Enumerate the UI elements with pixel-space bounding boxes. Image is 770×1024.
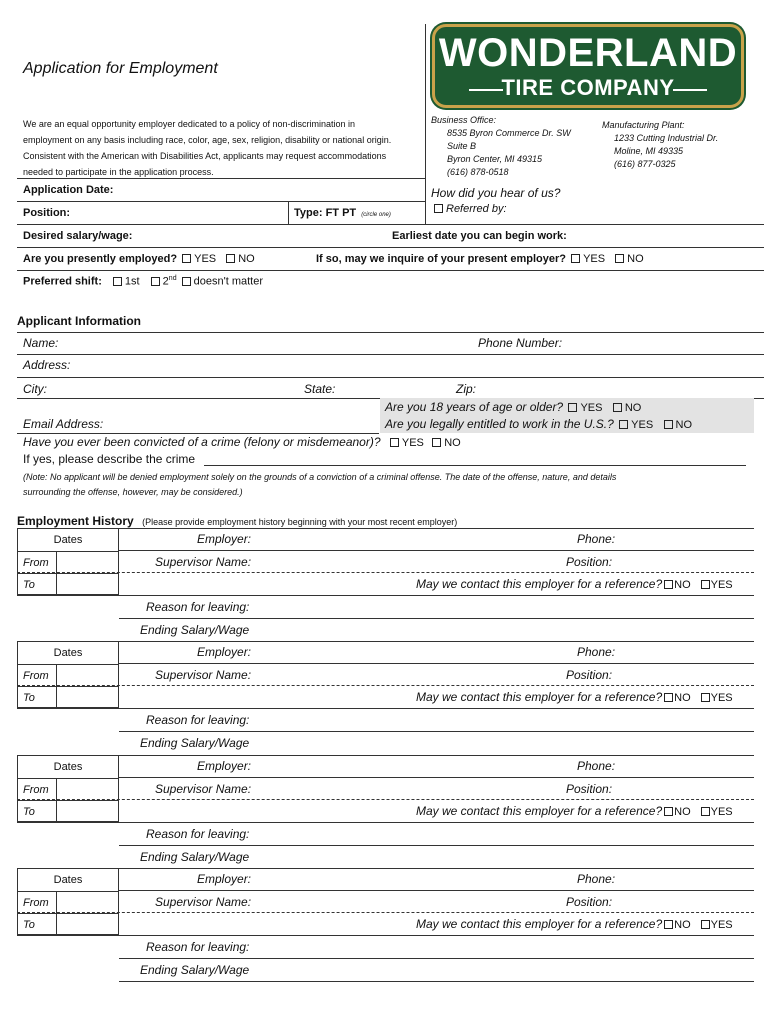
- supervisor-field[interactable]: Supervisor Name:: [155, 895, 252, 909]
- crime-description-line[interactable]: [204, 465, 746, 466]
- dates-box: [17, 868, 119, 935]
- dates-box: [17, 755, 119, 822]
- employer-field[interactable]: Employer:: [197, 759, 252, 773]
- age-question: Are you 18 years of age or older? YES NO: [385, 400, 642, 414]
- referred-by-option[interactable]: Referred by:: [432, 203, 507, 215]
- dates-header: Dates: [53, 761, 83, 773]
- state-field[interactable]: State:: [304, 382, 336, 396]
- reason-leaving-field[interactable]: Reason for leaving:: [146, 940, 250, 954]
- to-label: To: [23, 692, 35, 704]
- contact-yes-checkbox[interactable]: [701, 693, 710, 702]
- eeo-statement: We are an equal opportunity employer dedicated to a policy of non-discrimination in employment on any basis including race, color, age, sex, religion, disability or national origin. Consistent with the American with Disabilities Act, applicants may request accommodations needed to participate in the application process.: [23, 119, 392, 177]
- desired-salary-field[interactable]: Desired salary/wage:: [23, 230, 133, 242]
- to-label: To: [23, 919, 35, 931]
- employment-type[interactable]: Type: FT PT (circle one): [294, 207, 391, 219]
- from-label: From: [23, 670, 49, 682]
- from-label: From: [23, 557, 49, 569]
- preferred-shift-question: Preferred shift: 1st 2nd doesn't matter: [23, 275, 264, 288]
- contact-reference-question: May we contact this employer for a reference? NO YES: [416, 690, 733, 704]
- shift-1st-checkbox[interactable]: [113, 277, 122, 286]
- position-held-field[interactable]: Position:: [566, 555, 613, 569]
- employer-field[interactable]: Employer:: [197, 872, 252, 886]
- reason-leaving-field[interactable]: Reason for leaving:: [146, 713, 250, 727]
- contact-reference-question: May we contact this employer for a reference? NO YES: [416, 804, 733, 818]
- legal-no-checkbox[interactable]: [664, 420, 673, 429]
- crime-yes-checkbox[interactable]: [390, 438, 399, 447]
- crime-question: Have you ever been convicted of a crime (felony or misdemeanor)? YES NO: [23, 435, 461, 449]
- crime-description-label: If yes, please describe the crime: [23, 452, 196, 466]
- ending-salary-field[interactable]: Ending Salary/Wage: [140, 623, 250, 637]
- business-office-address: Business Office: 8535 Byron Commerce Dr. SW Suite B Byron Center, MI 49315 (616) 878-0518: [431, 115, 571, 177]
- phone-number-field[interactable]: Phone Number:: [478, 336, 563, 350]
- contact-yes-checkbox[interactable]: [701, 920, 710, 929]
- position-held-field[interactable]: Position:: [566, 895, 613, 909]
- ending-salary-field[interactable]: Ending Salary/Wage: [140, 963, 250, 977]
- dates-header: Dates: [53, 534, 83, 546]
- from-label: From: [23, 897, 49, 909]
- supervisor-field[interactable]: Supervisor Name:: [155, 782, 252, 796]
- employment-history-heading: Employment History (Please provide employment history beginning with your most recent employer): [17, 514, 458, 528]
- hear-about-us: How did you hear of us?: [431, 186, 561, 200]
- from-label: From: [23, 784, 49, 796]
- employer-phone-field[interactable]: Phone:: [577, 532, 616, 546]
- page-title: Application for Employment: [23, 60, 218, 77]
- conviction-note: (Note: No applicant will be denied employment solely on the grounds of a conviction of a criminal offense. The date of the offense, nature, and details surrounding the offense, however, may be considered.): [23, 472, 617, 497]
- city-field[interactable]: City:: [23, 382, 47, 396]
- reason-leaving-field[interactable]: Reason for leaving:: [146, 600, 250, 614]
- supervisor-field[interactable]: Supervisor Name:: [155, 555, 252, 569]
- legal-yes-checkbox[interactable]: [619, 420, 628, 429]
- ending-salary-field[interactable]: Ending Salary/Wage: [140, 736, 250, 750]
- company-logo: [432, 24, 744, 108]
- contact-yes-checkbox[interactable]: [701, 580, 710, 589]
- applicant-info-heading: Applicant Information: [17, 314, 141, 328]
- ending-salary-field[interactable]: Ending Salary/Wage: [140, 850, 250, 864]
- position-field[interactable]: Position:: [23, 207, 71, 219]
- employed-no-checkbox[interactable]: [226, 254, 235, 263]
- legal-work-question: Are you legally entitled to work in the U.S.? YES NO: [385, 417, 692, 431]
- shift-2nd-checkbox[interactable]: [151, 277, 160, 286]
- dates-header: Dates: [53, 874, 83, 886]
- dates-box: [17, 528, 119, 595]
- employed-yes-checkbox[interactable]: [182, 254, 191, 263]
- reason-leaving-field[interactable]: Reason for leaving:: [146, 827, 250, 841]
- logo-text-line1: WONDERLAND: [438, 31, 738, 75]
- presently-employed-question: Are you presently employed? YES NO: [23, 253, 255, 265]
- to-label: To: [23, 806, 35, 818]
- crime-no-checkbox[interactable]: [432, 438, 441, 447]
- earliest-start-field[interactable]: Earliest date you can begin work:: [392, 230, 567, 242]
- contact-no-checkbox[interactable]: [664, 580, 673, 589]
- supervisor-field[interactable]: Supervisor Name:: [155, 668, 252, 682]
- email-field[interactable]: Email Address:: [23, 417, 104, 431]
- contact-reference-question: May we contact this employer for a reference? NO YES: [416, 917, 733, 931]
- application-date-field[interactable]: Application Date:: [23, 184, 114, 196]
- dates-box: [17, 641, 119, 708]
- position-held-field[interactable]: Position:: [566, 782, 613, 796]
- referred-by-checkbox[interactable]: [434, 204, 443, 213]
- contact-reference-question: May we contact this employer for a reference? NO YES: [416, 577, 733, 591]
- inquire-employer-question: If so, may we inquire of your present employer? YES NO: [316, 253, 644, 265]
- contact-no-checkbox[interactable]: [664, 693, 673, 702]
- employer-field[interactable]: Employer:: [197, 532, 252, 546]
- age-yes-checkbox[interactable]: [568, 403, 577, 412]
- zip-field[interactable]: Zip:: [456, 382, 477, 396]
- to-label: To: [23, 579, 35, 591]
- employer-field[interactable]: Employer:: [197, 645, 252, 659]
- address-field[interactable]: Address:: [23, 358, 71, 372]
- manufacturing-plant-address: Manufacturing Plant: 1233 Cutting Industrial Dr. Moline, MI 49335 (616) 877-0325: [602, 120, 719, 169]
- logo-text-line2: TIRE COMPANY: [501, 75, 675, 100]
- name-field[interactable]: Name:: [23, 336, 59, 350]
- employer-phone-field[interactable]: Phone:: [577, 645, 616, 659]
- employer-phone-field[interactable]: Phone:: [577, 872, 616, 886]
- position-held-field[interactable]: Position:: [566, 668, 613, 682]
- inquire-yes-checkbox[interactable]: [571, 254, 580, 263]
- dates-header: Dates: [53, 647, 83, 659]
- contact-yes-checkbox[interactable]: [701, 807, 710, 816]
- shift-any-checkbox[interactable]: [182, 277, 191, 286]
- contact-no-checkbox[interactable]: [664, 920, 673, 929]
- contact-no-checkbox[interactable]: [664, 807, 673, 816]
- age-no-checkbox[interactable]: [613, 403, 622, 412]
- inquire-no-checkbox[interactable]: [615, 254, 624, 263]
- employer-phone-field[interactable]: Phone:: [577, 759, 616, 773]
